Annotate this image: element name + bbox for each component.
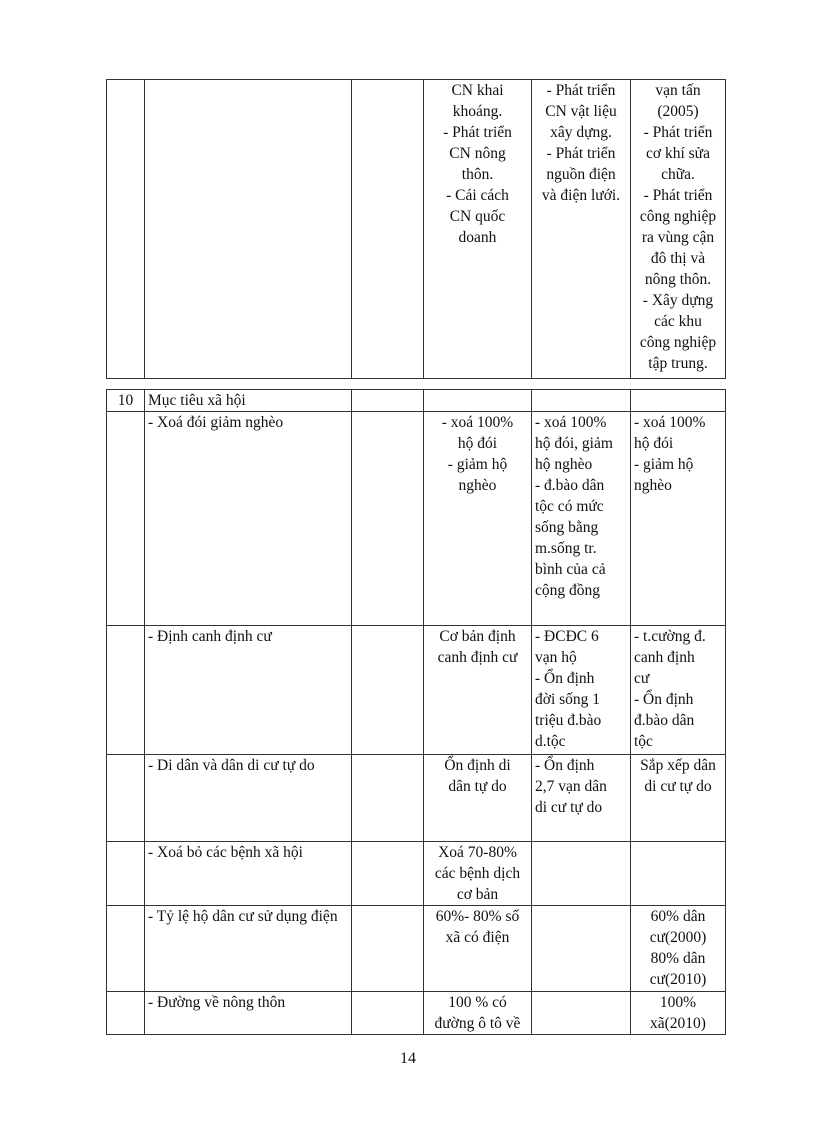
row-label: - Đường về nông thôn bbox=[145, 992, 352, 1035]
cell-line: - ĐCĐC 6 bbox=[535, 628, 599, 645]
cell-line: 60% dân bbox=[650, 908, 706, 925]
cell-line: triệu đ.bào bbox=[535, 712, 602, 729]
cell-line: công nghiệp bbox=[639, 208, 717, 225]
cell-col-f bbox=[631, 906, 726, 992]
cell-line: hộ đói bbox=[457, 435, 498, 452]
cell-line: CN vật liệu bbox=[545, 103, 617, 120]
cell-line: - Ổn định bbox=[535, 670, 595, 687]
cell-col-f bbox=[631, 755, 726, 842]
row-label: - Định canh định cư bbox=[145, 626, 352, 755]
cell-line: thôn. bbox=[461, 166, 494, 183]
cell-line: - t.cường đ. bbox=[634, 628, 706, 645]
cell-col-f bbox=[631, 412, 726, 626]
cell-line: cơ khí sửa bbox=[646, 145, 710, 162]
cell-line: - giảm hộ bbox=[634, 456, 694, 473]
cell-col-f bbox=[631, 992, 726, 1035]
cell-line: - Ổn định bbox=[634, 691, 694, 708]
cell-line: đời sống 1 bbox=[535, 691, 601, 708]
cell-line: 60%- 80% số bbox=[435, 908, 520, 925]
cell-line: đường ô tô về bbox=[434, 1015, 521, 1032]
cell-line: tộc bbox=[634, 733, 653, 750]
row-label: - Xoá đói giảm nghèo bbox=[145, 412, 352, 626]
empty-cell bbox=[352, 906, 424, 992]
cell-line: CN khai bbox=[451, 82, 504, 99]
cell-line: khoáng. bbox=[452, 103, 503, 120]
cell-col-e bbox=[532, 412, 631, 626]
cell-col-e bbox=[532, 992, 631, 1035]
cell-line: nông thôn. bbox=[644, 271, 712, 288]
cell-col-e bbox=[532, 755, 631, 842]
cell-line: đ.bào dân bbox=[634, 712, 695, 729]
number-cell bbox=[107, 80, 145, 379]
label-cell bbox=[145, 80, 352, 379]
cell-line: cư(2010) bbox=[649, 971, 707, 988]
table-row bbox=[107, 80, 726, 379]
continuation-table bbox=[106, 79, 726, 379]
table-row bbox=[107, 992, 726, 1035]
cell-line: cộng đồng bbox=[535, 582, 601, 599]
empty-cell bbox=[352, 412, 424, 626]
cell-line: nghèo bbox=[634, 477, 672, 494]
row-label: - Di dân và dân di cư tự do bbox=[145, 755, 352, 842]
section-header-row bbox=[107, 390, 726, 412]
cell-line: tập trung. bbox=[648, 355, 708, 372]
cell-line: - Phát triển bbox=[546, 82, 616, 99]
number-cell bbox=[107, 842, 145, 906]
cell-line: CN nông bbox=[449, 145, 506, 162]
cell-line: canh định bbox=[634, 649, 695, 666]
cell-line: sống bằng bbox=[535, 519, 599, 536]
empty-cell bbox=[352, 80, 424, 379]
cell-line: - Ổn định bbox=[535, 757, 595, 774]
cell-line: hộ đói bbox=[634, 435, 674, 452]
cell-line: cơ bản bbox=[456, 886, 499, 903]
cell-line: nguồn điện bbox=[546, 166, 616, 183]
cell-line: - xoá 100% bbox=[535, 414, 607, 431]
cell-line: (2005) bbox=[657, 103, 699, 120]
cell-line: - Phát triển bbox=[546, 145, 616, 162]
cell-col-f bbox=[631, 842, 726, 906]
cell-line: - Cái cách bbox=[446, 187, 509, 204]
empty-cell bbox=[424, 390, 532, 412]
number-cell bbox=[107, 992, 145, 1035]
cell-line: đô thị và bbox=[650, 250, 706, 267]
cell-line: - Phát triển bbox=[443, 124, 512, 141]
cell-line: 80% dân bbox=[650, 950, 706, 967]
cell-col-d bbox=[424, 80, 532, 379]
cell-line: - xoá 100% bbox=[634, 414, 706, 431]
table-row bbox=[107, 755, 726, 842]
cell-line: - xoá 100% bbox=[441, 414, 514, 431]
section-number: 10 bbox=[107, 390, 145, 412]
cell-line: xã có điện bbox=[445, 929, 510, 946]
number-cell bbox=[107, 755, 145, 842]
empty-cell bbox=[352, 992, 424, 1035]
empty-cell bbox=[352, 755, 424, 842]
empty-cell bbox=[532, 390, 631, 412]
empty-cell bbox=[631, 390, 726, 412]
cell-line: Xoá 70-80% bbox=[438, 844, 517, 861]
cell-col-d bbox=[424, 626, 532, 755]
section-title: Mục tiêu xã hội bbox=[145, 390, 352, 412]
cell-line: Cơ bản định bbox=[439, 628, 516, 645]
cell-line: doanh bbox=[458, 229, 497, 246]
cell-line: bình của cả bbox=[535, 561, 606, 578]
cell-line: canh định cư bbox=[437, 649, 518, 666]
number-cell bbox=[107, 906, 145, 992]
cell-line: di cư tự do bbox=[535, 799, 603, 816]
cell-line: Sắp xếp dân bbox=[640, 757, 716, 774]
table-row bbox=[107, 412, 726, 626]
cell-line: di cư tự do bbox=[644, 778, 712, 795]
cell-line: hộ nghèo bbox=[535, 456, 593, 473]
cell-line: Ổn định di bbox=[444, 757, 511, 774]
cell-line: hộ đói, giảm bbox=[535, 435, 613, 452]
cell-col-e bbox=[532, 906, 631, 992]
cell-line: 100 % có bbox=[448, 994, 507, 1011]
cell-line: - Xây dựng bbox=[642, 292, 714, 309]
cell-col-d bbox=[424, 412, 532, 626]
empty-cell bbox=[352, 626, 424, 755]
cell-line: công nghiệp bbox=[639, 334, 717, 351]
cell-line: - đ.bào dân bbox=[535, 477, 605, 494]
cell-line: CN quốc bbox=[449, 208, 506, 225]
cell-line: - Phát triển bbox=[643, 187, 713, 204]
cell-col-e bbox=[532, 80, 631, 379]
number-cell bbox=[107, 626, 145, 755]
cell-line: các bệnh dịch bbox=[434, 865, 521, 882]
table-row bbox=[107, 906, 726, 992]
cell-line: - Phát triển bbox=[643, 124, 713, 141]
cell-line: nghèo bbox=[458, 477, 497, 494]
cell-col-e bbox=[532, 842, 631, 906]
cell-col-e bbox=[532, 626, 631, 755]
cell-col-d bbox=[424, 842, 532, 906]
social-objectives-table bbox=[106, 389, 726, 1035]
cell-line: 2,7 vạn dân bbox=[535, 778, 607, 795]
cell-line: tộc có mức bbox=[535, 498, 604, 515]
cell-line: ra vùng cận bbox=[641, 229, 715, 246]
row-label: - Tỷ lệ hộ dân cư sử dụng điện bbox=[145, 906, 352, 992]
page-number: 14 bbox=[400, 1050, 416, 1067]
cell-col-f bbox=[631, 80, 726, 379]
cell-line: dân tự do bbox=[448, 778, 507, 795]
cell-col-d bbox=[424, 755, 532, 842]
empty-cell bbox=[352, 842, 424, 906]
cell-line: xây dựng. bbox=[550, 124, 612, 141]
cell-line: vạn tấn bbox=[655, 82, 701, 99]
cell-line: 100% bbox=[659, 994, 697, 1011]
table-row bbox=[107, 626, 726, 755]
cell-line: cư(2000) bbox=[649, 929, 707, 946]
row-label: - Xoá bỏ các bệnh xã hội bbox=[145, 842, 352, 906]
cell-line: - giảm hộ bbox=[447, 456, 508, 473]
cell-line: các khu bbox=[654, 313, 702, 330]
empty-cell bbox=[352, 390, 424, 412]
number-cell bbox=[107, 412, 145, 626]
cell-line: d.tộc bbox=[535, 733, 566, 750]
cell-line: cư bbox=[634, 670, 650, 687]
cell-col-d bbox=[424, 992, 532, 1035]
cell-col-d bbox=[424, 906, 532, 992]
cell-line: và điện lưới. bbox=[541, 187, 621, 204]
table-row bbox=[107, 842, 726, 906]
cell-line: vạn hộ bbox=[535, 649, 577, 666]
cell-col-f bbox=[631, 626, 726, 755]
cell-line: m.sống tr. bbox=[535, 540, 597, 557]
cell-line: xã(2010) bbox=[650, 1015, 706, 1032]
cell-line: chữa. bbox=[661, 166, 695, 183]
